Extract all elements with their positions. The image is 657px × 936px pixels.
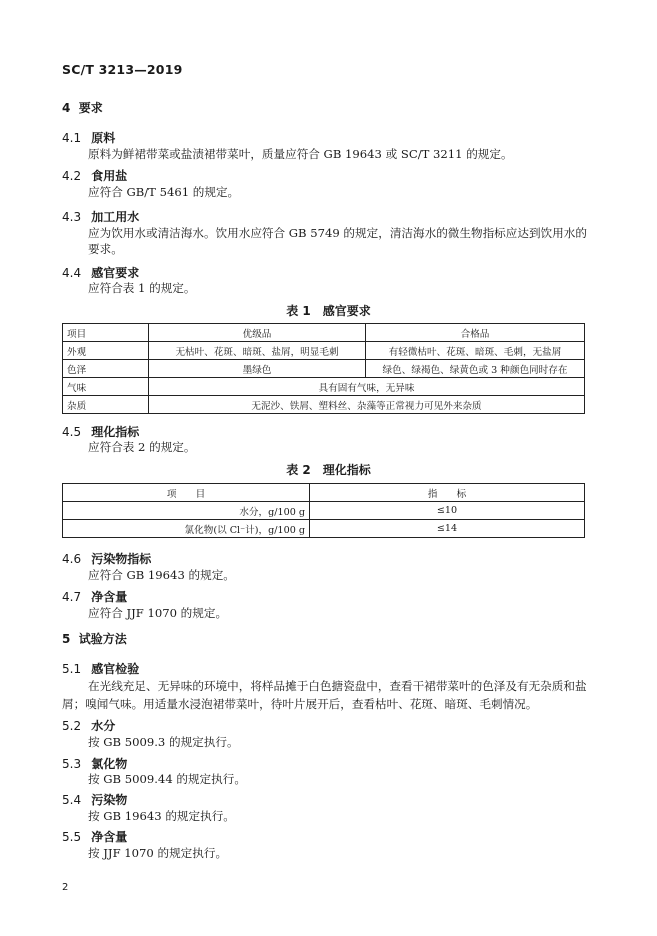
clause-4-6-text: 应符合 GB 19643 的规定。 <box>88 568 235 582</box>
clause-number: 4.3 <box>62 210 82 224</box>
table-row <box>63 502 585 520</box>
clause-number: 4.1 <box>62 131 82 145</box>
clause-4-7-text: 应符合 JJF 1070 的规定。 <box>88 606 228 620</box>
row-item: 外观 <box>63 342 149 360</box>
clause-number: 4.4 <box>62 266 82 280</box>
row-item: 气味 <box>63 378 149 396</box>
clause-number: 5.4 <box>62 793 82 807</box>
clause-title: 感官检验 <box>91 662 140 676</box>
clause-4-7-heading <box>62 586 127 605</box>
qualified-value: 绿色、绿褐色、绿黄色或 3 种颜色同时存在 <box>366 360 585 378</box>
clause-5-3-heading <box>62 753 127 772</box>
table-header-row <box>63 484 585 502</box>
indicator-value: ≤14 <box>310 520 585 538</box>
clause-title: 感官要求 <box>91 266 140 280</box>
column-header-item: 项 目 <box>63 484 310 502</box>
section-title: 要求 <box>78 101 103 115</box>
premium-value: 无枯叶、花斑、暗斑、盐屑，明显毛刺 <box>149 342 366 360</box>
clause-4-1-text: 原料为鲜裙带菜或盐渍裙带菜叶，质量应符合 GB 19643 或 SC/T 3211 的规定。 <box>88 147 513 161</box>
clause-5-3-text: 按 GB 5009.44 的规定执行。 <box>88 772 246 786</box>
clause-title: 原料 <box>91 131 116 145</box>
clause-5-4-text: 按 GB 19643 的规定执行。 <box>88 809 235 823</box>
clause-title: 食用盐 <box>91 169 128 183</box>
clause-4-1-heading <box>62 127 115 146</box>
clause-title: 加工用水 <box>91 210 140 224</box>
clause-number: 5.3 <box>62 757 82 771</box>
clause-number: 4.5 <box>62 425 82 439</box>
table-2-caption: 表 2 理化指标 <box>286 463 371 477</box>
column-header-premium: 优级品 <box>149 324 366 342</box>
clause-title: 水分 <box>91 719 116 733</box>
clause-number: 5.1 <box>62 662 82 676</box>
section-number: 4 <box>62 101 71 115</box>
qualified-value: 有轻微枯叶、花斑、暗斑、毛刺，无盐屑 <box>366 342 585 360</box>
clause-5-5-heading <box>62 826 127 845</box>
table-2-physicochemical-indicators <box>62 483 585 538</box>
section-number: 5 <box>62 632 71 646</box>
standard-code-header: SC/T 3213—2019 <box>62 62 183 77</box>
clause-4-5-heading <box>62 421 139 440</box>
clause-5-1-heading <box>62 658 139 677</box>
section-title: 试验方法 <box>78 632 127 646</box>
clause-number: 4.7 <box>62 590 82 604</box>
clause-4-3-text: 应为饮用水或清洁海水。饮用水应符合 GB 5749 的规定，清洁海水的微生物指标应达到饮用水的要求。 <box>88 226 587 256</box>
clause-title: 氯化物 <box>91 757 128 771</box>
clause-title: 污染物指标 <box>91 552 152 566</box>
row-item: 氯化物(以 Cl⁻计)，g/100 g <box>63 520 310 538</box>
table-1-sensory-requirements <box>62 323 585 414</box>
section-5-heading <box>62 630 127 647</box>
column-header-item: 项目 <box>63 324 149 342</box>
clause-title: 净含量 <box>91 830 128 844</box>
row-item: 杂质 <box>63 396 149 414</box>
clause-5-5-text: 按 JJF 1070 的规定执行。 <box>88 846 228 860</box>
table-1-caption: 表 1 感官要求 <box>286 304 371 318</box>
column-header-indicator: 指 标 <box>310 484 585 502</box>
clause-number: 4.6 <box>62 552 82 566</box>
clause-5-2-text: 按 GB 5009.3 的规定执行。 <box>88 735 239 749</box>
clause-number: 5.2 <box>62 719 82 733</box>
row-item: 色泽 <box>63 360 149 378</box>
clause-title: 污染物 <box>91 793 128 807</box>
clause-5-2-heading <box>62 715 115 734</box>
clause-number: 5.5 <box>62 830 82 844</box>
clause-4-3-heading <box>62 206 139 225</box>
clause-4-6-heading <box>62 548 151 567</box>
merged-value: 无泥沙、铁屑、塑料丝、杂藻等正常视力可见外来杂质 <box>149 396 585 414</box>
table-row <box>63 396 585 414</box>
page-number: 2 <box>62 882 69 893</box>
table-row <box>63 342 585 360</box>
row-item: 水分，g/100 g <box>63 502 310 520</box>
clause-5-1-text: 在光线充足、无异味的环境中，将样品摊于白色搪瓷盘中，查看干裙带菜叶的色泽及有无杂质和盐屑；嗅闻气味。用适量水浸泡裙带菜叶，待叶片展开后，查看枯叶、花斑、暗斑、毛刺情况。 <box>62 679 587 711</box>
clause-title: 净含量 <box>91 590 128 604</box>
clause-5-4-heading <box>62 789 127 808</box>
clause-4-4-heading <box>62 262 139 281</box>
clause-number: 4.2 <box>62 169 82 183</box>
clause-4-2-heading <box>62 165 127 184</box>
table-header-row <box>63 324 585 342</box>
table-row <box>63 378 585 396</box>
merged-value: 具有固有气味，无异味 <box>149 378 585 396</box>
premium-value: 墨绿色 <box>149 360 366 378</box>
column-header-qualified: 合格品 <box>366 324 585 342</box>
table-row <box>63 520 585 538</box>
section-4-heading <box>62 99 103 116</box>
table-row <box>63 360 585 378</box>
clause-title: 理化指标 <box>91 425 140 439</box>
clause-4-2-text: 应符合 GB/T 5461 的规定。 <box>88 185 240 199</box>
indicator-value: ≤10 <box>310 502 585 520</box>
clause-4-5-text: 应符合表 2 的规定。 <box>88 440 196 454</box>
clause-4-4-text: 应符合表 1 的规定。 <box>88 281 196 295</box>
